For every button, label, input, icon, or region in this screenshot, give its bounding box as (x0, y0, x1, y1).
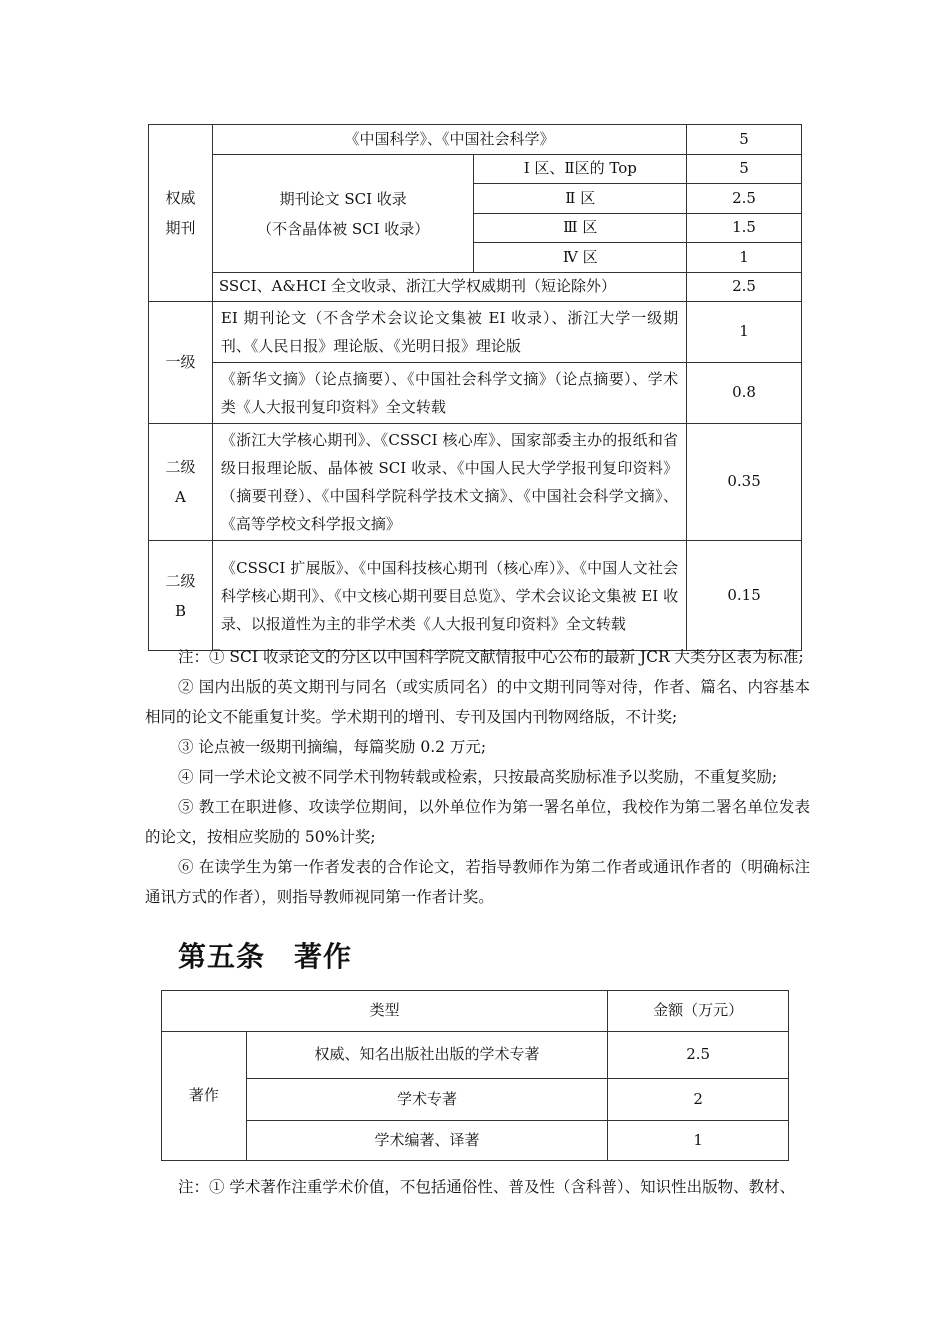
note-paragraph: 注：① SCI 收录论文的分区以中国科学院文献情报中心公布的最新 JCR 大类分区表为标准; (178, 648, 804, 666)
book-amount: 1 (608, 1121, 789, 1161)
ssci-row-text: SSCI、A&HCI 全文收录、浙江大学权威期刊（短论除外） (212, 273, 686, 302)
journal-notes (145, 642, 810, 912)
authority-journal-name: 《中国科学》、《中国社会科学》 (212, 125, 686, 155)
sci-zone-value: 1.5 (687, 214, 802, 243)
note-paragraph: ④ 同一学术论文被不同学术刊物转载或检索，只按最高奖励标准予以奖励，不重复奖励; (178, 768, 778, 786)
note-paragraph: ⑤ 教工在职进修、攻读学位期间，以外单位作为第一署名单位，我校作为第二署名单位发表的论文，按相应奖励的 50%计奖; (145, 798, 810, 846)
level2a-value: 0.35 (687, 424, 802, 541)
section-heading: 第五条 著作 (178, 940, 353, 973)
header-type: 类型 (162, 991, 608, 1032)
book-notes (145, 1172, 810, 1202)
ssci-row-value: 2.5 (687, 273, 802, 302)
sci-zone: Ⅳ 区 (474, 243, 687, 273)
sci-zone-value: 1 (687, 243, 802, 273)
sci-zone: Ⅱ 区 (474, 184, 687, 214)
journal-award-table (148, 124, 802, 651)
level2b-value: 0.15 (687, 541, 802, 651)
sci-zone-value: 5 (687, 155, 802, 184)
category-level2a: 二级 A (149, 424, 213, 541)
sci-label: 期刊论文 SCI 收录 （不含晶体被 SCI 收录） (212, 155, 474, 273)
level1-row-text: 《新华文摘》（论点摘要）、《中国社会科学文摘》（论点摘要）、学术类《人大报刊复印资料》全文转载 (212, 363, 686, 424)
category-authority: 权威 期刊 (149, 125, 213, 302)
book-type: 学术专著 (246, 1079, 607, 1121)
level1-row-value: 0.8 (687, 363, 802, 424)
level2a-text: 《浙江大学核心期刊》、《CSSCI 核心库》、国家部委主办的报纸和省级日报理论版、晶体被 SCI 收录、《中国人民大学学报刊复印资料》（摘要刊登）、《中国科学院科学技术文摘》、《中国社会科学文摘》、《高等学校文科学报文摘》 (212, 424, 686, 541)
category-level2b: 二级 B (149, 541, 213, 651)
book-award-table (161, 990, 789, 1161)
header-amount: 金额（万元） (608, 991, 789, 1032)
book-amount: 2.5 (608, 1032, 789, 1079)
note-paragraph: 注：① 学术著作注重学术价值，不包括通俗性、普及性（含科普）、知识性出版物、教材、 (178, 1178, 796, 1196)
note-paragraph: ② 国内出版的英文期刊与同名（或实质同名）的中文期刊同等对待，作者、篇名、内容基本相同的论文不能重复计奖。学术期刊的增刊、专刊及国内刊物网络版，不计奖; (145, 678, 810, 726)
sci-zone-value: 2.5 (687, 184, 802, 214)
note-paragraph: ⑥ 在读学生为第一作者发表的合作论文，若指导教师作为第二作者或通讯作者的（明确标注通讯方式的作者），则指导教师视同第一作者计奖。 (145, 858, 810, 906)
category-books: 著作 (162, 1032, 247, 1161)
book-type: 学术编著、译著 (246, 1121, 607, 1161)
sci-zone: Ⅰ 区、Ⅱ区的 Top (474, 155, 687, 184)
book-amount: 2 (608, 1079, 789, 1121)
level2b-text: 《CSSCI 扩展版》、《中国科技核心期刊（核心库）》、《中国人文社会科学核心期刊》、《中文核心期刊要目总览》、学术会议论文集被 EI 收录、以报道性为主的非学术类《人大报刊复印资料》全文转载 (212, 541, 686, 651)
level1-row-value: 1 (687, 302, 802, 363)
book-type: 权威、知名出版社出版的学术专著 (246, 1032, 607, 1079)
category-level1: 一级 (149, 302, 213, 424)
authority-journal-value: 5 (687, 125, 802, 155)
sci-zone: Ⅲ 区 (474, 214, 687, 243)
note-paragraph: ③ 论点被一级期刊摘编，每篇奖励 0.2 万元; (178, 738, 487, 756)
level1-row-text: EI 期刊论文（不含学术会议论文集被 EI 收录）、浙江大学一级期刊、《人民日报》理论版、《光明日报》理论版 (212, 302, 686, 363)
